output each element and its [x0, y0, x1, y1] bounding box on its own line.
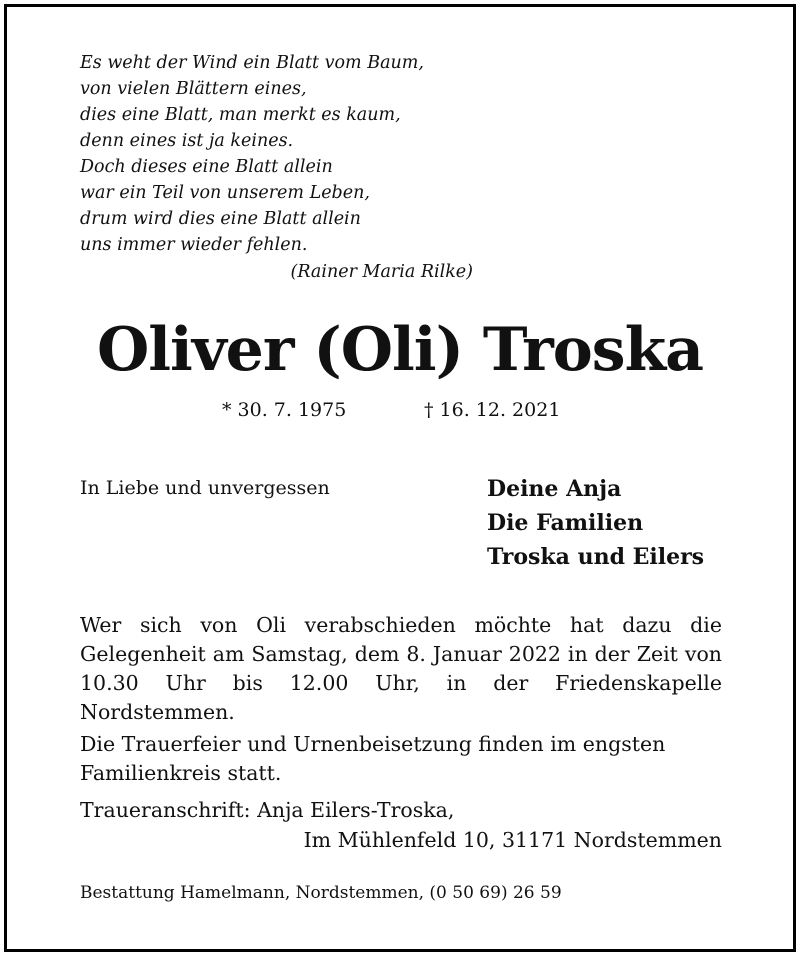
poem-line: uns immer wieder fehlen.	[80, 235, 308, 255]
death-date: † 16. 12. 2021	[424, 399, 561, 421]
visitation-paragraph: Wer sich von Oli verabschieden möchte hat dazu die Gelegenheit am Samstag, dem 8. Januar 2022 in der Zeit von 10.30 Uhr bis 12.00 Uhr, in der Friedenskapelle Nordstemmen.	[80, 613, 722, 724]
poem-line: Doch dieses eine Blatt allein	[80, 157, 333, 177]
address-line: Traueranschrift: Anja Eilers-Troska,	[80, 798, 455, 822]
poem-line: Es weht der Wind ein Blatt vom Baum,	[80, 53, 424, 73]
birth-date: * 30. 7. 1975	[222, 399, 347, 421]
poem-line: denn eines ist ja keines.	[80, 131, 294, 151]
signer-line: Deine Anja	[487, 476, 622, 502]
poem-line: dies eine Blatt, man merkt es kaum,	[80, 105, 401, 125]
poem-line: drum wird dies eine Blatt allein	[80, 209, 361, 229]
signer-line: Troska und Eilers	[487, 544, 705, 570]
poem-line: war ein Teil von unserem Leben,	[80, 183, 370, 203]
undertaker-info: Bestattung Hamelmann, Nordstemmen, (0 50 69) 26 59	[80, 883, 562, 903]
signer-line: Die Familien	[487, 510, 644, 536]
address-line: Im Mühlenfeld 10, 31171 Nordstemmen	[303, 828, 722, 852]
funeral-paragraph: Die Trauerfeier und Urnenbeisetzung finden im engsten Familienkreis statt.	[80, 732, 666, 785]
poem-line: von vielen Blättern eines,	[80, 79, 307, 99]
mourning-address	[80, 795, 722, 855]
memory-text: In Liebe und unvergessen	[80, 477, 330, 499]
poem-author: (Rainer Maria Rilke)	[290, 262, 473, 282]
signers	[487, 472, 704, 574]
poem	[80, 50, 480, 258]
deceased-name: Oliver (Oli) Troska	[96, 315, 704, 385]
